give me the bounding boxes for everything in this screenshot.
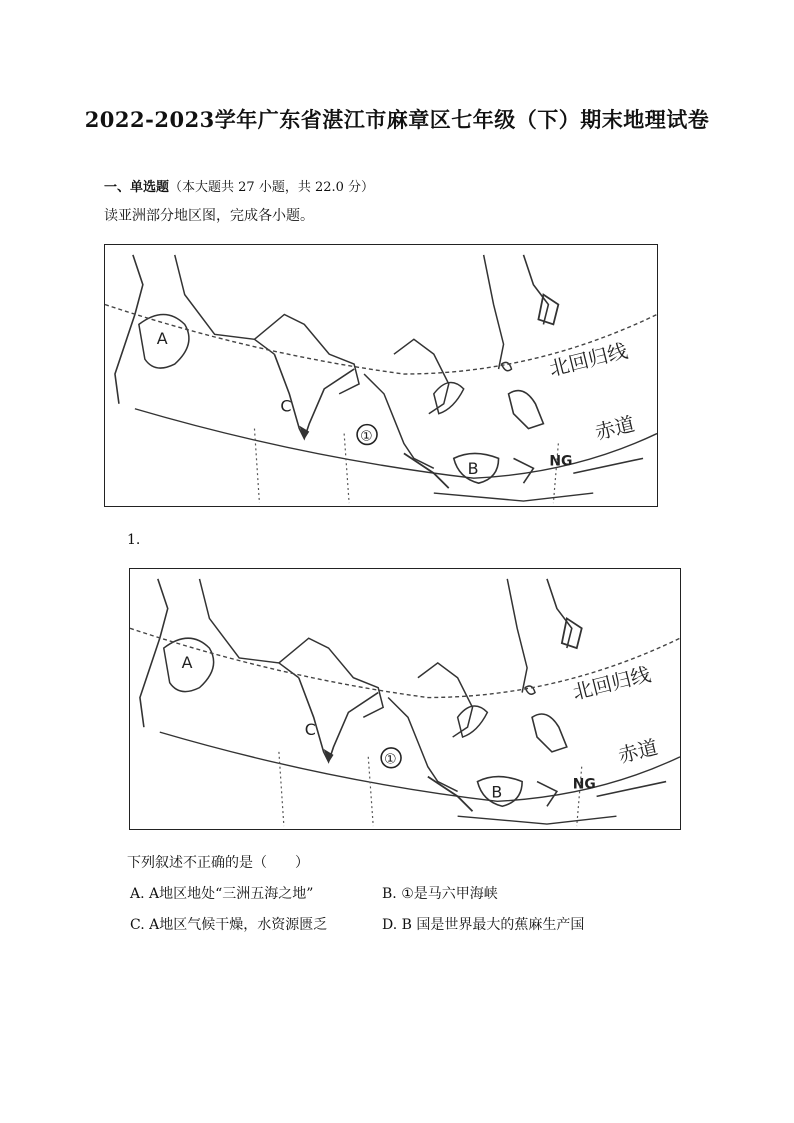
label-strait: ① [360,428,373,445]
section-info: （本大题共 27 小题，共 22.0 分） [169,180,375,195]
label-c: C [304,720,316,740]
tropic-label: 北回归线 [547,339,630,381]
label-b: B [467,459,479,479]
question-number: 1. [127,532,141,548]
option-d[interactable]: D. B 国是世界最大的蕉麻生产国 [382,917,585,933]
asia-map-1 [104,244,658,507]
asia-map-2-drawing [130,569,680,829]
label-ng: NG [549,453,573,470]
page-title: 2022-2023学年广东省湛江市麻章区七年级（下）期末地理试卷 [84,107,710,132]
label-a: A [156,329,168,349]
tropic-label: 北回归线 [570,662,653,705]
option-c[interactable]: C. A地区气候干燥，水资源匮乏 [130,917,328,933]
option-b[interactable]: B. ①是马六甲海峡 [382,886,498,902]
intro-text: 读亚洲部分地区图，完成各小题。 [104,208,314,224]
equator-label: 赤道 [592,412,638,445]
section-label: 一、单选题 [104,180,170,195]
question-stem: 下列叙述不正确的是（ ） [127,855,309,871]
label-ng: NG [572,776,596,793]
asia-map-2 [129,568,681,830]
label-strait: ① [384,751,397,768]
equator-label: 赤道 [616,735,661,768]
label-b: B [491,782,503,802]
label-a: A [181,652,193,672]
section-header [104,176,374,195]
option-a[interactable]: A. A地区地处“三洲五海之地” [130,886,314,902]
asia-map-1-drawing [105,245,657,506]
label-c: C [280,396,292,416]
